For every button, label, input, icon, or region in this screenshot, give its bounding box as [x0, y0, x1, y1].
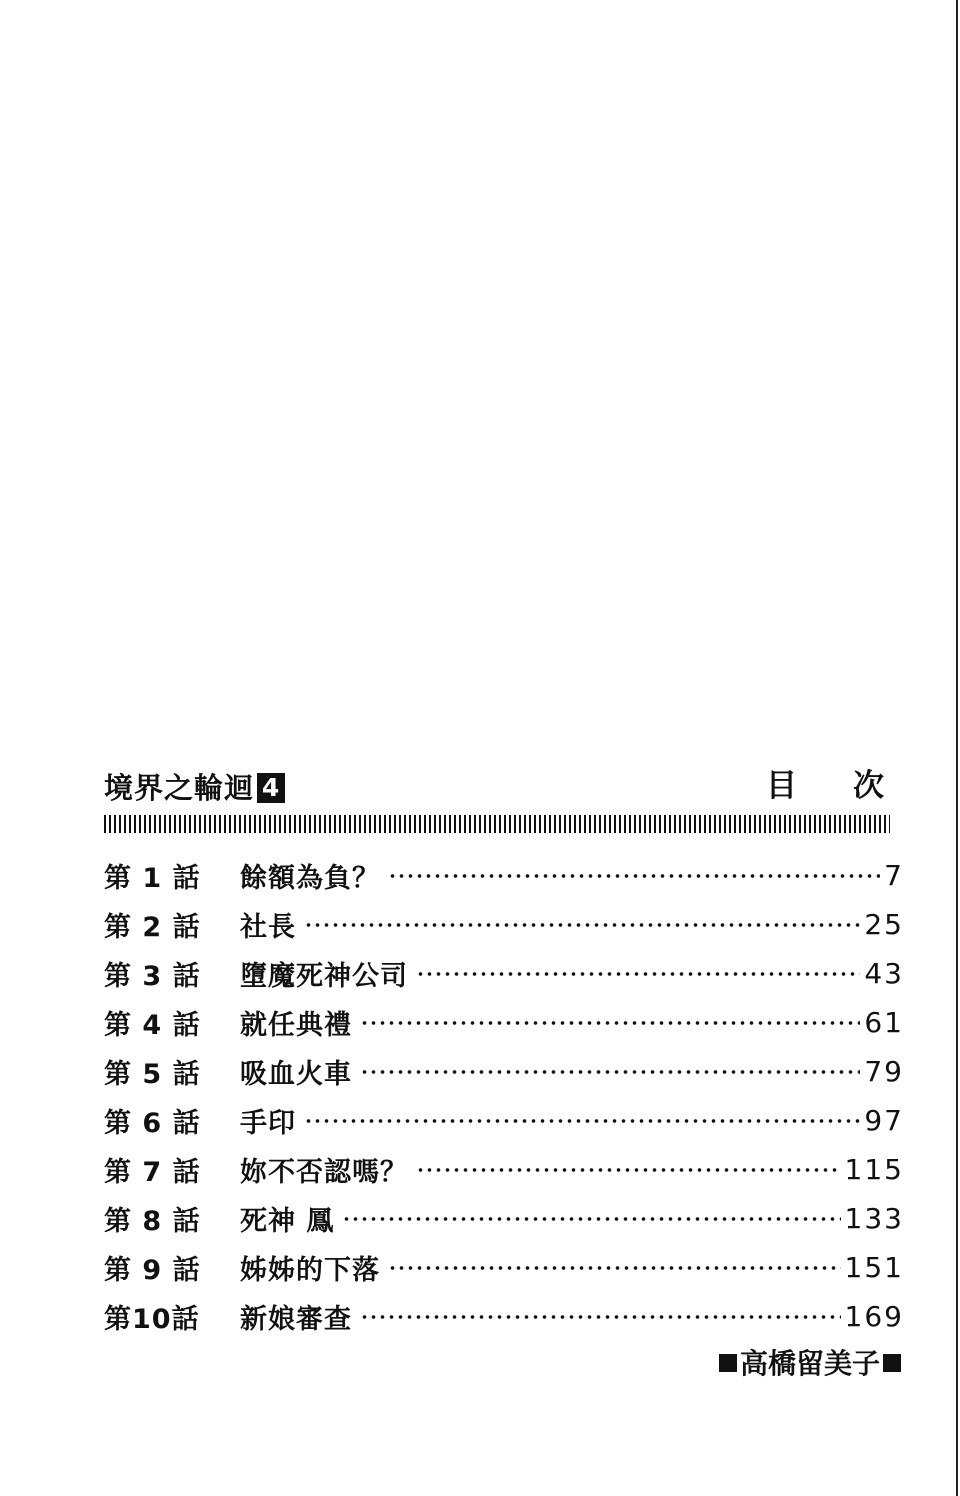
page-number: 169 [844, 1300, 904, 1333]
page-number: 43 [864, 957, 904, 990]
volume-badge: 4 [257, 773, 285, 803]
toc-entry[interactable] [104, 1243, 904, 1292]
dot-leader [360, 1313, 841, 1321]
chapter-title: 手印 [240, 1108, 296, 1139]
decorative-rule [104, 815, 890, 833]
chapter-title: 墮魔死神公司 [240, 961, 408, 992]
dot-leader [304, 1117, 860, 1125]
chapter-label: 第 4 話 [104, 1010, 201, 1041]
toc-heading: 目次 [766, 768, 940, 804]
chapter-label: 第 5 話 [104, 1059, 201, 1090]
toc-entries [104, 851, 904, 1341]
chapter-title: 新娘審查 [240, 1304, 352, 1335]
page-number: 79 [864, 1055, 904, 1088]
toc-entry[interactable] [104, 1194, 904, 1243]
toc-entry[interactable] [104, 851, 904, 900]
chapter-label: 第10話 [104, 1304, 200, 1335]
toc-entry[interactable] [104, 949, 904, 998]
dot-leader [388, 872, 880, 880]
toc-header [104, 760, 940, 810]
page-number: 61 [864, 1006, 904, 1039]
dot-leader [304, 921, 860, 929]
square-mark-right [883, 1354, 901, 1372]
toc-entry[interactable] [104, 1145, 904, 1194]
chapter-title: 就任典禮 [240, 1010, 352, 1041]
page-number: 133 [844, 1202, 904, 1235]
toc-entry[interactable] [104, 900, 904, 949]
table-of-contents [104, 760, 940, 1380]
page-number: 151 [844, 1251, 904, 1284]
page-edge-line [956, 0, 958, 1496]
dot-leader [388, 1264, 841, 1272]
chapter-title: 吸血火車 [240, 1059, 352, 1090]
author-name: 高橋留美子 [739, 1347, 880, 1380]
book-title-text: 境界之輪迴 [104, 771, 255, 805]
page-number: 115 [844, 1153, 904, 1186]
chapter-title: 餘額為負？ [240, 863, 380, 894]
dot-leader [416, 970, 860, 978]
chapter-label: 第 6 話 [104, 1108, 201, 1139]
page-number: 7 [884, 859, 904, 892]
chapter-label: 第 1 話 [104, 863, 201, 894]
dot-leader [360, 1019, 860, 1027]
toc-entry[interactable] [104, 1096, 904, 1145]
dot-leader [342, 1215, 840, 1223]
toc-entry[interactable] [104, 1292, 904, 1341]
chapter-label: 第 8 話 [104, 1206, 201, 1237]
chapter-label: 第 3 話 [104, 961, 201, 992]
author-credit [716, 1342, 904, 1382]
chapter-title: 社長 [240, 912, 296, 943]
dot-leader [416, 1166, 841, 1174]
chapter-title: 妳不否認嗎？ [240, 1157, 408, 1188]
chapter-label: 第 9 話 [104, 1255, 201, 1286]
chapter-title: 死神 鳳 [240, 1206, 335, 1237]
toc-entry[interactable] [104, 998, 904, 1047]
square-mark-left [719, 1354, 737, 1372]
toc-entry[interactable] [104, 1047, 904, 1096]
chapter-label: 第 7 話 [104, 1157, 201, 1188]
book-title [104, 766, 285, 807]
chapter-title: 姊姊的下落 [240, 1255, 380, 1286]
page-number: 97 [864, 1104, 904, 1137]
page-number: 25 [864, 908, 904, 941]
dot-leader [360, 1068, 860, 1076]
chapter-label: 第 2 話 [104, 912, 201, 943]
